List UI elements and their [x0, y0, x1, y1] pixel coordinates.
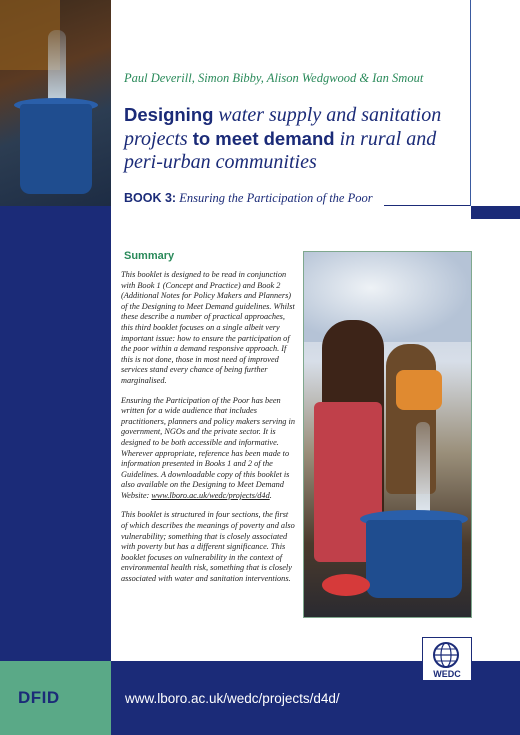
summary-paragraph-2	[121, 396, 296, 502]
footer-url[interactable]: www.lboro.ac.uk/wedc/projects/d4d/	[125, 691, 340, 706]
title-italic-part1: water supply and sanitation projects	[124, 104, 442, 150]
summary-text	[121, 270, 296, 594]
photo-scarf	[396, 370, 442, 410]
title-bold-designing: Designing	[124, 104, 214, 125]
book-subtitle-text: Ensuring the Participation of the Poor	[176, 191, 373, 205]
authors: Paul Deverill, Simon Bibby, Alison Wedgwood & Ian Smout	[124, 71, 424, 85]
summary-paragraph-1: This booklet is designed to be read in conjunction with Book 1 (Concept and Practice) and Book 2 (Additional Notes for Policy Makers and Planners) of the Designing to Meet Demand guidelines. Whilst these describe a number of practical approaches, this third booklet focuses on a single albeit very important issue: how to ensure the participation of the poor within a demand responsive approach. If this is not done, those in most need of improved services stand every chance of being further marginalised.	[121, 270, 295, 385]
book-label: BOOK 3:	[124, 191, 177, 205]
summary-heading: Summary	[124, 250, 175, 262]
header-divider	[470, 0, 471, 206]
dfid-logo: DFID	[18, 688, 60, 707]
summary-paragraph-2-text: Ensuring the Participation of the Poor has been written for a wide audience that includes practitioners, planners and policy makers serving in government, NGOs and the private sector. It is designed to be both accessible and informative. Wherever appropriate, reference has been made to information presented in Books 1 and 2 of the Guidelines. A downloadable copy of this booklet is also available on the Designing to Meet Demand Website:	[121, 395, 295, 500]
photo-water-stream	[416, 422, 430, 518]
book-subtitle	[124, 191, 373, 206]
book-rule	[384, 205, 470, 206]
summary-paragraph-2-end: .	[269, 490, 272, 500]
summary-website-link[interactable]: www.lboro.ac.uk/wedc/projects/d4d	[151, 490, 270, 500]
title-italic-part2: in rural and peri-urban communities	[124, 128, 437, 173]
document-title	[124, 103, 464, 174]
cover-photo-top	[0, 0, 111, 206]
wedc-label: WEDC	[433, 669, 461, 679]
navy-band-left	[0, 206, 111, 661]
photo-bucket	[20, 104, 92, 194]
photo-basin	[322, 574, 370, 596]
title-bold-meet-demand: to meet demand	[192, 128, 335, 149]
photo-bucket	[366, 520, 462, 598]
summary-paragraph-3: This booklet is structured in four sections, the first of which describes the meanings of poverty and also vulnerability; something that is closely associated with poverty but has a different significance. This booklet focuses on vulnerability in the context of environmental health risk, something that is closely associated with water and sanitation interventions.	[121, 510, 295, 584]
cover-photo-main	[303, 251, 472, 618]
wedc-logo	[422, 637, 472, 681]
globe-icon	[431, 641, 461, 669]
